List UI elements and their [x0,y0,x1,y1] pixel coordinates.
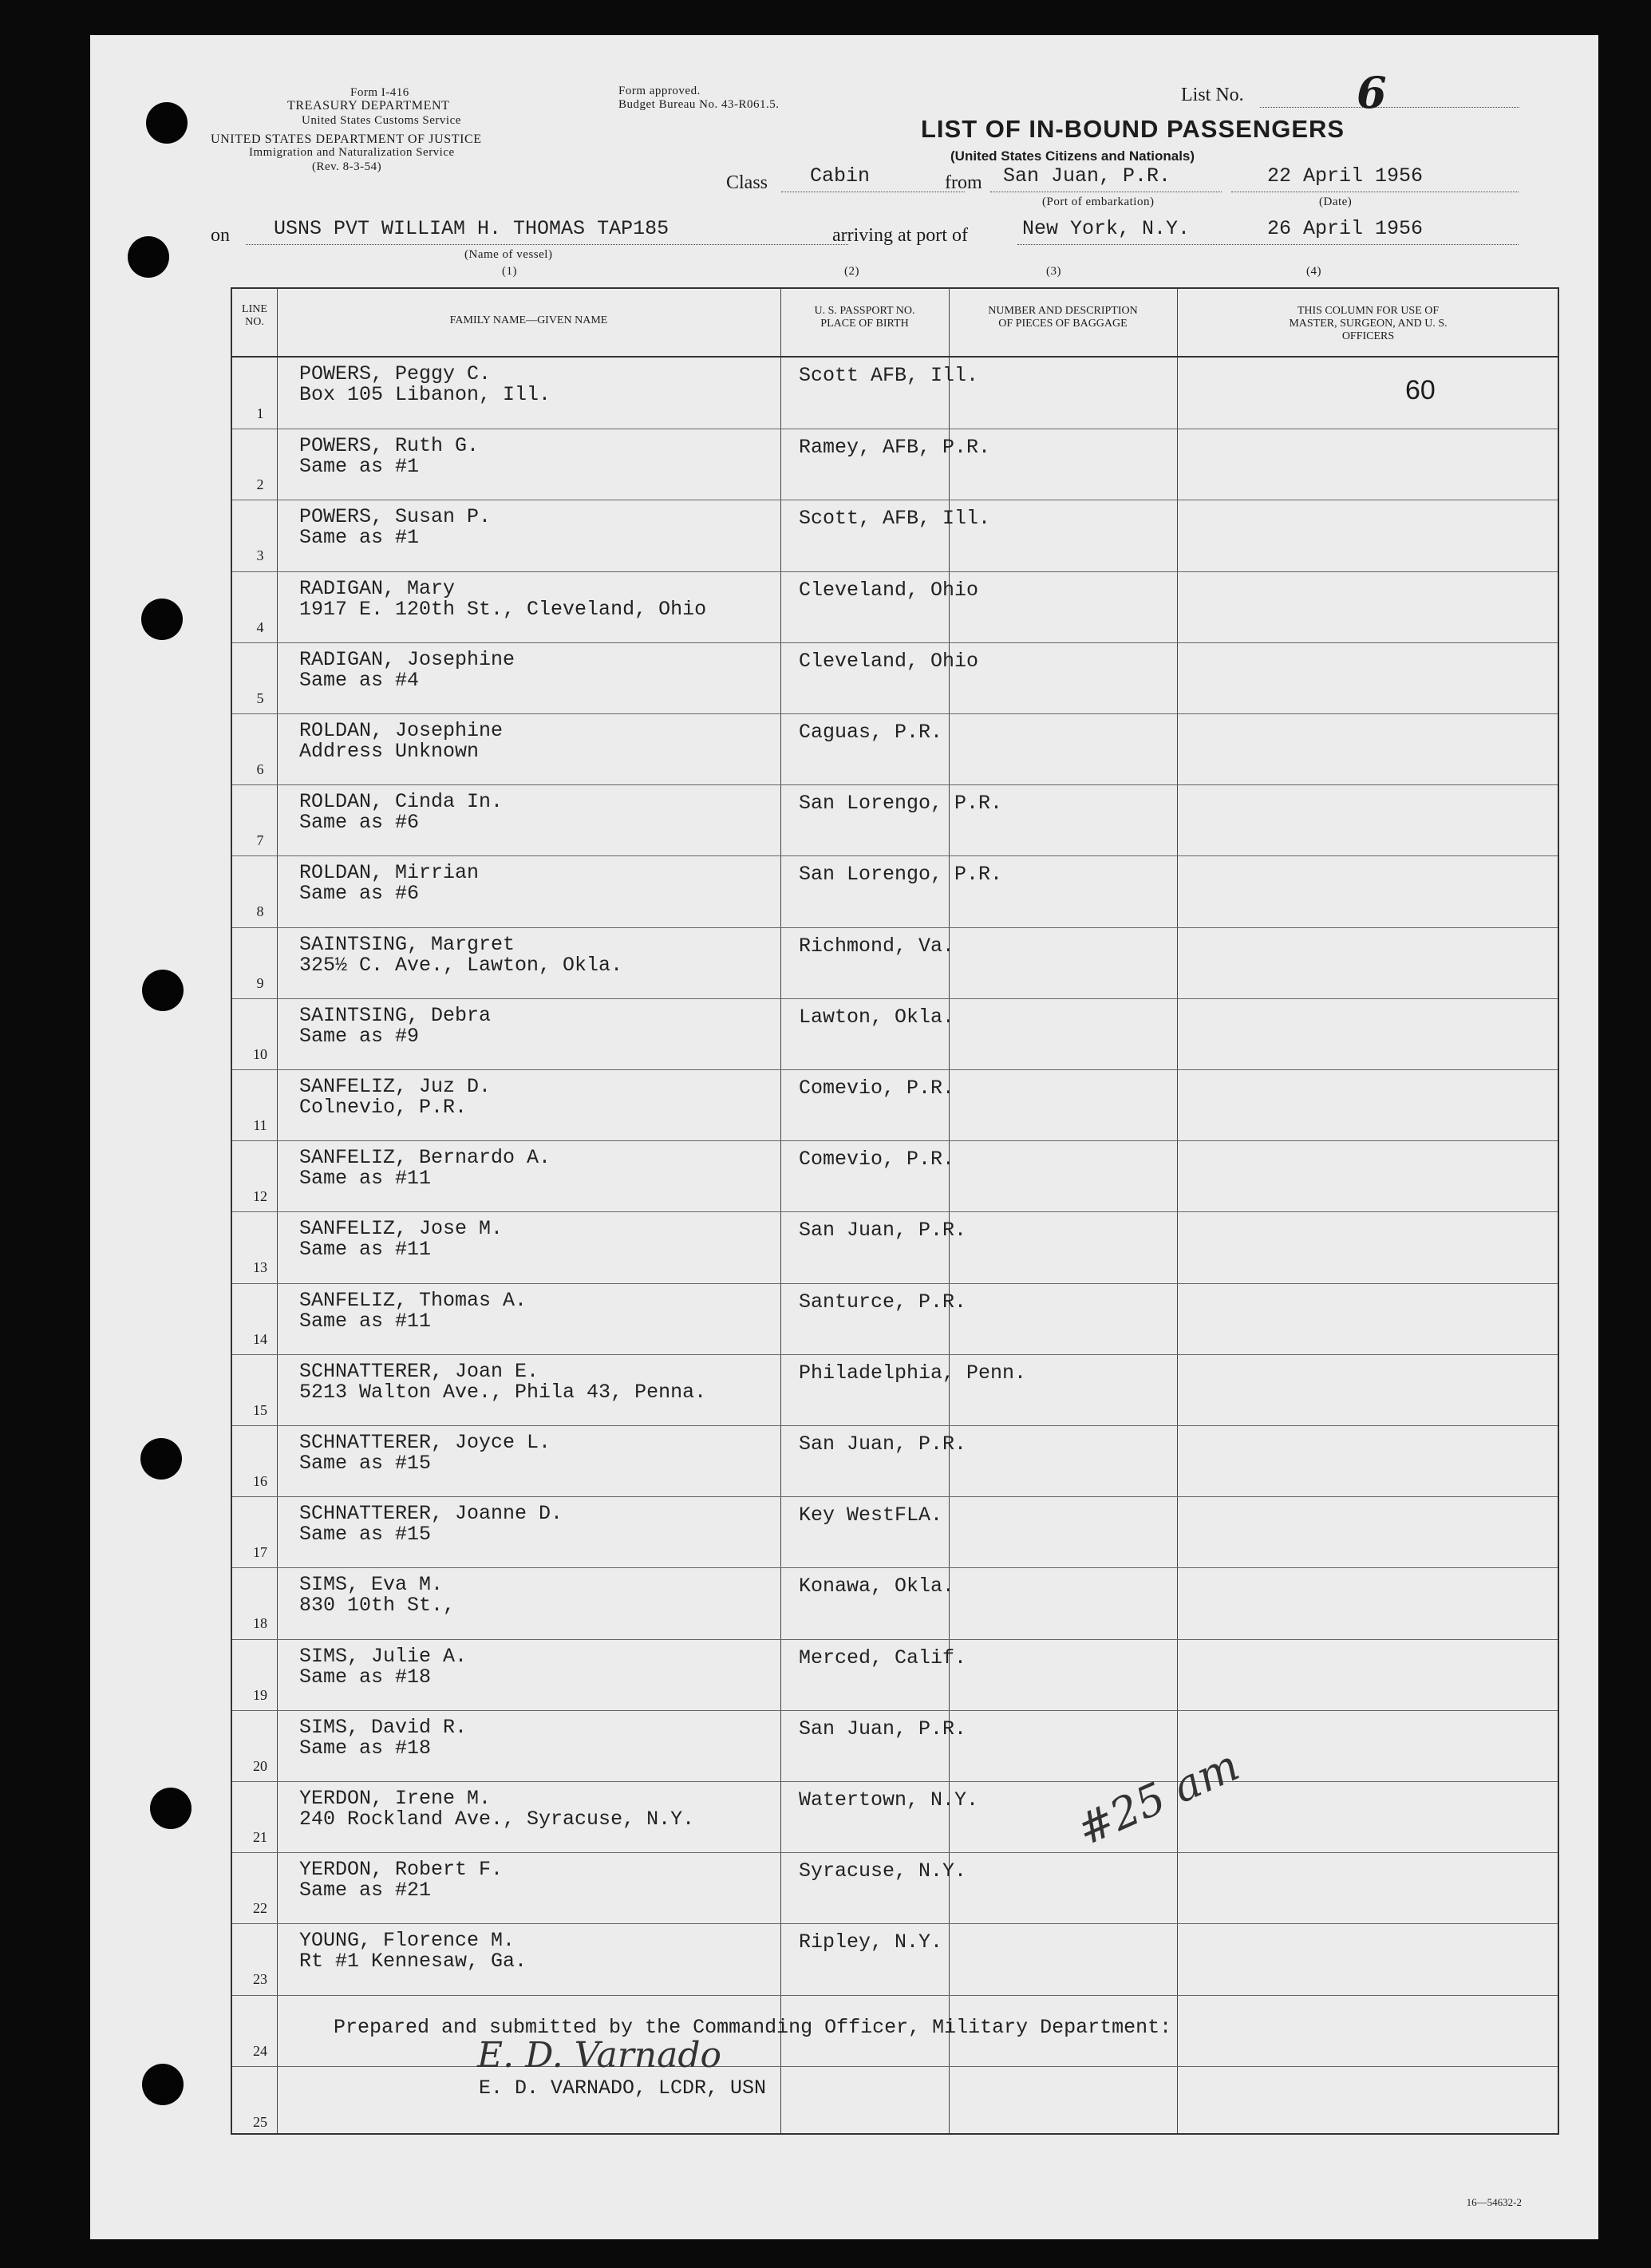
class-value: Cabin [810,164,871,188]
passenger-address: Same as #11 [299,1167,432,1191]
passenger-address: 240 Rockland Ave., Syracuse, N.Y. [299,1808,695,1831]
punch-hole [140,1438,182,1480]
header-name: FAMILY NAME—GIVEN NAME [449,314,608,326]
name-cell [299,1930,527,1972]
name-cell [299,436,479,477]
table-row [232,571,1558,641]
name-cell [299,1148,551,1189]
table-row [232,1140,1558,1210]
department-of-justice: UNITED STATES DEPARTMENT OF JUSTICE [211,132,482,146]
date-caption: (Date) [1319,196,1353,208]
line-number: 14 [253,1330,267,1347]
passenger-name: POWERS, Ruth G. [299,434,480,458]
line-number: 11 [253,1117,267,1133]
line-number: 4 [256,618,264,635]
budget-bureau: Budget Bureau No. 43-R061.5. [618,98,780,111]
from-label: from [945,172,982,193]
list-no-value: 6 [1357,67,1387,118]
embarkation-date: 22 April 1956 [1267,164,1424,188]
table-row [232,1354,1558,1424]
name-cell [299,1219,503,1260]
punch-hole [150,1788,192,1829]
name-cell [299,1003,492,1048]
table-row [232,358,1558,427]
table-row [232,642,1558,712]
passenger-address: Same as #15 [299,1452,432,1475]
vessel-name: USNS PVT WILLIAM H. THOMAS TAP185 [274,217,669,240]
line-number: 10 [253,1045,267,1062]
header-passport: U. S. PASSPORT NO. PLACE OF BIRTH [814,305,915,330]
class-label: Class [726,172,768,193]
passenger-address: Same as #6 [299,882,420,906]
place-of-birth: San Juan, P.R. [799,1219,967,1243]
place-of-birth: Santurce, P.R. [799,1290,967,1314]
line-number: 25 [253,2113,267,2130]
col-4-caption: (4) [1306,265,1321,278]
place-of-birth: Cleveland, Ohio [799,578,979,602]
table-row [232,713,1558,783]
handwritten-signature: E. D. Varnado [477,2035,722,2076]
passenger-table [231,287,1559,2135]
line-number: 6 [256,761,264,777]
line-number: 8 [256,903,264,920]
line-number: 3 [256,547,264,564]
table-row [232,1567,1558,1637]
line-number: 7 [256,832,264,849]
passenger-address: Same as #11 [299,1309,432,1333]
place-of-birth: Cleveland, Ohio [799,649,979,673]
passenger-name: YERDON, Robert F. [299,1858,504,1882]
passenger-address: Same as #6 [299,811,420,835]
name-cell [299,507,491,548]
line-number: 5 [256,689,264,706]
line-number: 15 [253,1401,267,1418]
passenger-address: Same as #15 [299,1523,432,1547]
passenger-address: Rt #1 Kennesaw, Ga. [299,1950,527,1974]
punch-hole [142,2064,184,2105]
form-number: Form I-416 [350,86,409,99]
list-no-label: List No. [1181,85,1244,105]
print-reference: 16—54632-2 [1466,2196,1522,2208]
table-row [232,1069,1558,1139]
name-cell [299,1503,563,1545]
passenger-name: SAINTSING, Debra [299,1003,492,1027]
table-row [232,1923,1558,1993]
passenger-name: SANFELIZ, Jose M. [299,1217,504,1241]
passenger-name: SCHNATTERER, Joanne D. [299,1502,563,1526]
on-label: on [211,225,230,246]
place-of-birth: Comevio, P.R. [799,1148,955,1172]
line-number: 24 [253,2042,267,2059]
name-cell [299,1575,455,1616]
prepared-statement: Prepared and submitted by the Commanding Officer, Military Department: [334,2016,1172,2039]
passenger-name: ROLDAN, Cinda In. [299,790,504,814]
official-note: 60 [1405,375,1436,405]
passenger-name: RADIGAN, Josephine [299,647,515,671]
place-of-birth: Philadelphia, Penn. [799,1361,1027,1385]
line-number: 18 [253,1615,267,1632]
signer-name: E. D. VARNADO, LCDR, USN [479,2076,767,2100]
col-1-caption: (1) [502,265,517,278]
document-subtitle: (United States Citizens and Nationals) [950,148,1195,164]
name-cell [299,1361,706,1403]
arrival-port: New York, N.Y. [1022,217,1191,240]
line-number: 22 [253,1900,267,1917]
passenger-address: Box 105 Libanon, Ill. [299,383,551,406]
place-of-birth: Konawa, Okla. [799,1575,955,1598]
passenger-name: SCHNATTERER, Joyce L. [299,1431,551,1454]
table-row [232,927,1558,997]
arrival-date: 26 April 1956 [1267,217,1424,240]
arriving-label: arriving at port of [832,225,968,246]
place-of-birth: Ripley, N.Y. [799,1930,943,1954]
name-cell [299,576,707,621]
passenger-name: ROLDAN, Mirrian [299,861,480,885]
ins-label: Immigration and Naturalization Service [249,146,455,159]
passenger-address: Same as #1 [299,526,420,550]
table-row [232,1639,1558,1709]
passenger-address: 5213 Walton Ave., Phila 43, Penna. [299,1380,707,1404]
table-row [232,1425,1558,1495]
name-cell [299,1290,527,1332]
name-cell [299,792,503,833]
passenger-name: SANFELIZ, Thomas A. [299,1288,527,1312]
header-baggage: NUMBER AND DESCRIPTION OF PIECES OF BAGGAGE [988,305,1138,330]
vessel-caption: (Name of vessel) [464,248,553,261]
passenger-name: SCHNATTERER, Joan E. [299,1359,539,1383]
punch-hole [142,970,184,1011]
place-of-birth: Key WestFLA. [799,1503,943,1527]
table-row [232,855,1558,925]
revision-label: (Rev. 8-3-54) [312,160,382,173]
table-row [232,1211,1558,1281]
passenger-name: YOUNG, Florence M. [299,1929,515,1953]
table-row [232,1781,1558,1851]
name-cell [299,1432,551,1474]
name-cell [299,1646,467,1688]
table-row [232,1710,1558,1780]
customs-service: United States Customs Service [302,114,461,127]
line-number: 13 [253,1259,267,1276]
line-number: 23 [253,1971,267,1988]
embarkation-caption: (Port of embarkation) [1042,196,1155,208]
table-row [232,500,1558,569]
place-of-birth: Syracuse, N.Y. [799,1859,967,1883]
passenger-address: 325½ C. Ave., Lawton, Okla. [299,953,623,977]
place-of-birth: Merced, Calif. [799,1646,967,1669]
passenger-address: Same as #18 [299,1665,432,1689]
place-of-birth: Caguas, P.R. [799,721,943,744]
name-cell [299,1717,467,1759]
table-row [232,784,1558,854]
table-row [232,1283,1558,1353]
passenger-address: 830 10th St., [299,1594,456,1618]
name-cell [299,1859,503,1901]
passenger-address: Same as #9 [299,1024,420,1048]
passenger-name: SAINTSING, Margret [299,932,515,956]
passenger-name: YERDON, Irene M. [299,1787,492,1810]
col-3-caption: (3) [1046,265,1061,278]
line-number: 20 [253,1757,267,1774]
inspector-mark: #25 am [1069,1740,1246,1855]
passenger-name: POWERS, Peggy C. [299,362,492,385]
line-number: 21 [253,1829,267,1845]
table-body [232,356,1558,2133]
place-of-birth: Lawton, Okla. [799,1005,955,1029]
line-number: 12 [253,1188,267,1205]
punch-hole [141,599,183,640]
line-number: 16 [253,1473,267,1489]
passenger-name: SIMS, David R. [299,1715,468,1739]
place-of-birth: San Juan, P.R. [799,1432,967,1456]
col-2-caption: (2) [844,265,859,278]
passenger-address: Same as #4 [299,668,420,692]
passenger-address: Same as #1 [299,455,420,479]
name-cell [299,863,479,904]
name-cell [299,647,515,692]
table-row [232,2066,1558,2136]
passenger-address: Same as #11 [299,1238,432,1262]
port-of-embarkation: San Juan, P.R. [1003,164,1171,188]
place-of-birth: Comevio, P.R. [799,1077,955,1100]
passenger-address: Colnevio, P.R. [299,1096,468,1119]
table-row [232,1852,1558,1922]
passenger-address: Same as #18 [299,1736,432,1760]
place-of-birth: San Lorengo, P.R. [799,863,1003,887]
line-number: 19 [253,1686,267,1703]
passenger-address: Same as #21 [299,1879,432,1903]
form-approved: Form approved. [618,85,701,97]
treasury-department: TREASURY DEPARTMENT [287,99,450,113]
passenger-address: Address Unknown [299,740,480,763]
header-line-no: LINE NO. [242,303,267,328]
header-official-use: THIS COLUMN FOR USE OF MASTER, SURGEON, AND U. S. OFFICERS [1289,305,1448,342]
name-cell [299,934,622,976]
passenger-name: POWERS, Susan P. [299,505,492,529]
line-number: 2 [256,476,264,493]
table-row [232,998,1558,1068]
place-of-birth: Scott AFB, Ill. [799,364,979,387]
name-cell [299,1077,491,1118]
document-title: LIST OF IN-BOUND PASSENGERS [921,115,1345,143]
place-of-birth: Ramey, AFB, P.R. [799,436,991,460]
place-of-birth: San Juan, P.R. [799,1717,967,1741]
punch-hole [146,102,188,144]
passenger-name: SANFELIZ, Juz D. [299,1075,492,1098]
passenger-name: SIMS, Eva M. [299,1573,444,1597]
place-of-birth: Watertown, N.Y. [799,1788,979,1812]
line-number: 17 [253,1544,267,1561]
place-of-birth: Scott, AFB, Ill. [799,507,991,531]
passenger-address: 1917 E. 120th St., Cleveland, Ohio [299,597,707,621]
place-of-birth: Richmond, Va. [799,934,955,958]
table-row [232,429,1558,498]
punch-hole [128,236,169,278]
line-number: 1 [256,405,264,421]
table-row [232,1496,1558,1566]
passenger-name: SANFELIZ, Bernardo A. [299,1146,551,1170]
passenger-name: ROLDAN, Josephine [299,719,504,742]
passenger-name: RADIGAN, Mary [299,576,456,600]
passenger-name: SIMS, Julie A. [299,1644,468,1668]
name-cell [299,364,551,405]
name-cell [299,721,503,762]
line-number: 9 [256,974,264,991]
name-cell [299,1788,694,1830]
place-of-birth: San Lorengo, P.R. [799,792,1003,816]
